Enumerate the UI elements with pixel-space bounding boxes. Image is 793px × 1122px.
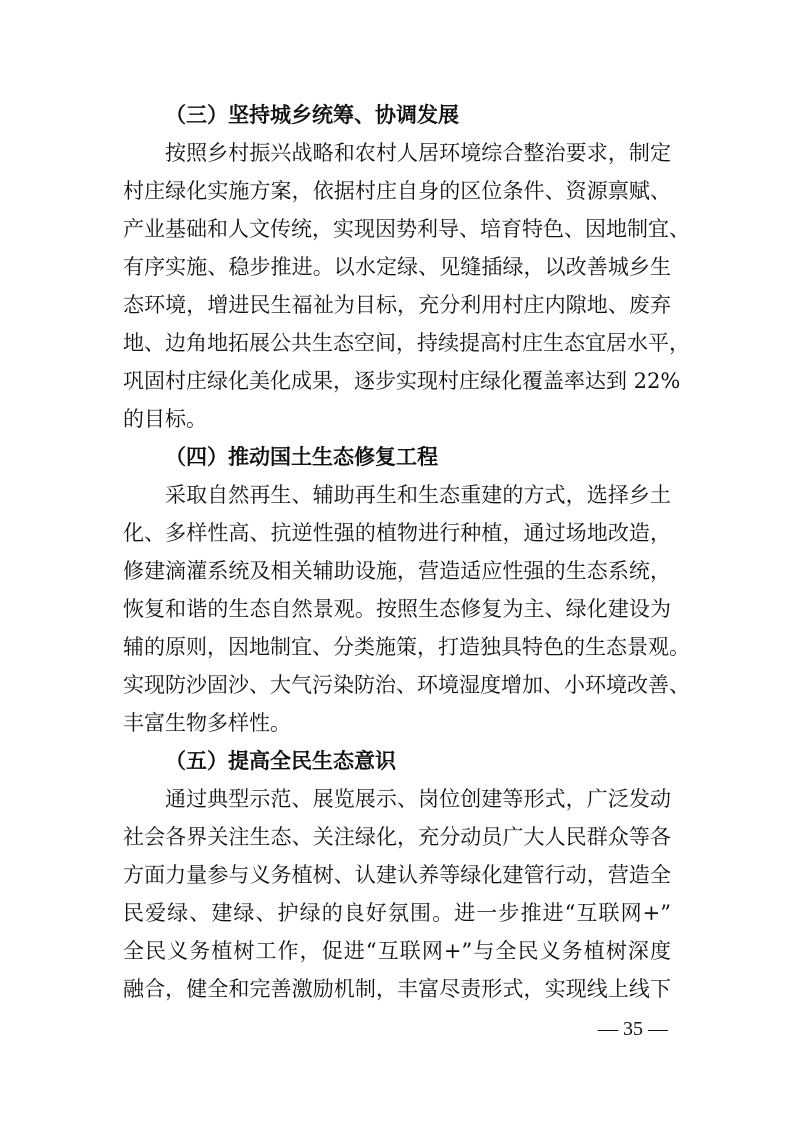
paragraph-line: 辅的原则，因地制宜、分类施策，打造独具特色的生态景观。 [123, 635, 690, 659]
paragraph-line: 通过典型示范、展览展示、岗位创建等形式，广泛发动 [165, 787, 671, 811]
paragraph-line: 态环境，增进民生福祉为目标，充分利用村庄内隙地、废弃 [123, 293, 671, 317]
paragraph-line: 融合，健全和完善激励机制，丰富尽责形式，实现线上线下 [123, 977, 671, 1001]
document-body [123, 96, 690, 1008]
paragraph-line: 丰富生物多样性。 [123, 711, 291, 735]
paragraph-line: 社会各界关注生态、关注绿化，充分动员广大人民群众等各 [123, 825, 671, 849]
section-paragraph-3 [123, 134, 690, 438]
paragraph-line: 实现防沙固沙、大气污染防治、环境湿度增加、小环境改善、 [123, 673, 690, 697]
section-paragraph-5 [123, 780, 671, 1008]
section-heading-5: （五）提高全民生态意识 [165, 748, 396, 773]
paragraph-line: 采取自然再生、辅助再生和生态重建的方式，选择乡土 [165, 483, 671, 507]
paragraph-line: 化、多样性高、抗逆性强的植物进行种植，通过场地改造， [123, 521, 671, 545]
paragraph-line: 民爱绿、建绿、护绿的良好氛围。进一步推进“互联网+” [123, 901, 671, 925]
paragraph-line: 地、边角地拓展公共生态空间，持续提高村庄生态宜居水平， [123, 331, 690, 355]
paragraph-line: 修建滴灌系统及相关辅助设施，营造适应性强的生态系统， [123, 559, 671, 583]
paragraph-line: 村庄绿化实施方案，依据村庄自身的区位条件、资源禀赋、 [123, 179, 671, 203]
section-heading-4: （四）推动国土生态修复工程 [165, 444, 438, 469]
section-heading-3: （三）坚持城乡统筹、协调发展 [165, 102, 459, 127]
paragraph-line: 按照乡村振兴战略和农村人居环境综合整治要求，制定 [165, 141, 671, 165]
paragraph-line: 有序实施、稳步推进。以水定绿、见缝插绿，以改善城乡生 [123, 255, 671, 279]
section-paragraph-4 [123, 476, 690, 742]
paragraph-line: 产业基础和人文传统，实现因势利导、培育特色、因地制宜、 [123, 217, 690, 241]
paragraph-line: 方面力量参与义务植树、认建认养等绿化建管行动，营造全 [123, 863, 671, 887]
page-number: — 35 — [598, 1018, 668, 1040]
paragraph-line: 的目标。 [123, 407, 207, 431]
paragraph-line: 恢复和谐的生态自然景观。按照生态修复为主、绿化建设为 [123, 597, 671, 621]
paragraph-line: 巩固村庄绿化美化成果，逐步实现村庄绿化覆盖率达到 22% [123, 369, 681, 393]
paragraph-line: 全民义务植树工作，促进“互联网+”与全民义务植树深度 [123, 939, 671, 963]
